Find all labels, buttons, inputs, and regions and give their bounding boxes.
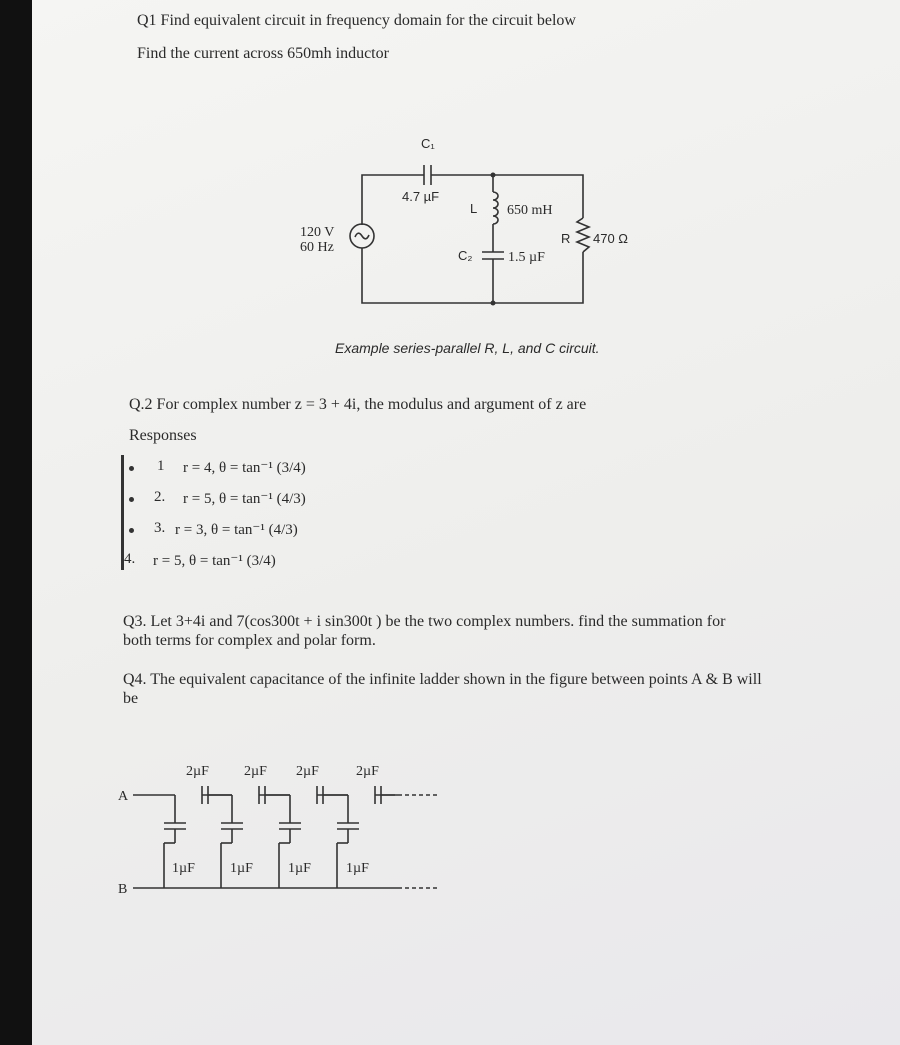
shunt-cap-label: 1µF	[346, 861, 369, 876]
l-value: 650 mH	[507, 203, 553, 218]
c1-value: 4.7 µF	[402, 189, 440, 204]
series-cap-label: 2µF	[186, 764, 209, 779]
q4-line1: Q4. The equivalent capacitance of the infinite ladder shown in the figure between points A & B will	[123, 671, 762, 688]
circuit-caption: Example series-parallel R, L, and C circuit.	[335, 340, 600, 356]
source-frequency: 60 Hz	[300, 240, 334, 255]
node-b-label: B	[118, 882, 128, 897]
l-label: L	[470, 201, 478, 216]
c2-label: C₂	[458, 248, 473, 263]
q4-line2: be	[123, 690, 139, 707]
option-3-number: 3.	[154, 520, 166, 536]
node-a-label: A	[118, 789, 129, 804]
shunt-cap-label: 1µF	[230, 861, 253, 876]
q3-line1: Q3. Let 3+4i and 7(cos300t + i sin300t ) be the two complex numbers. find the summation for	[123, 613, 726, 630]
option-3-text[interactable]: r = 3, θ = tan⁻¹ (4/3)	[175, 522, 298, 538]
option-4-text[interactable]: r = 5, θ = tan⁻¹ (3/4)	[153, 553, 276, 569]
q2-question: Q.2 For complex number z = 3 + 4i, the modulus and argument of z are	[129, 396, 587, 413]
c1-label: C₁	[421, 136, 435, 151]
shunt-cap-label: 1µF	[288, 861, 311, 876]
option-1-number: 1	[157, 458, 165, 474]
c2-value: 1.5 µF	[508, 250, 545, 265]
series-cap-label: 2µF	[296, 764, 319, 779]
option-1-text[interactable]: r = 4, θ = tan⁻¹ (3/4)	[183, 460, 306, 476]
r-label: R	[561, 231, 571, 246]
q2-responses-label: Responses	[129, 427, 197, 444]
series-cap-label: 2µF	[356, 764, 379, 779]
option-2-text[interactable]: r = 5, θ = tan⁻¹ (4/3)	[183, 491, 306, 507]
r-value: 470 Ω	[593, 231, 629, 246]
shunt-cap-label: 1µF	[172, 861, 195, 876]
q1-line1: Q1 Find equivalent circuit in frequency domain for the circuit below	[137, 12, 576, 29]
series-cap-label: 2µF	[244, 764, 267, 779]
source-voltage: 120 V	[300, 225, 335, 240]
option-4-number: 4.	[124, 551, 136, 567]
q1-line2: Find the current across 650mh inductor	[137, 45, 389, 62]
option-2-number: 2.	[154, 489, 166, 505]
q3-line2: both terms for complex and polar form.	[123, 632, 376, 649]
